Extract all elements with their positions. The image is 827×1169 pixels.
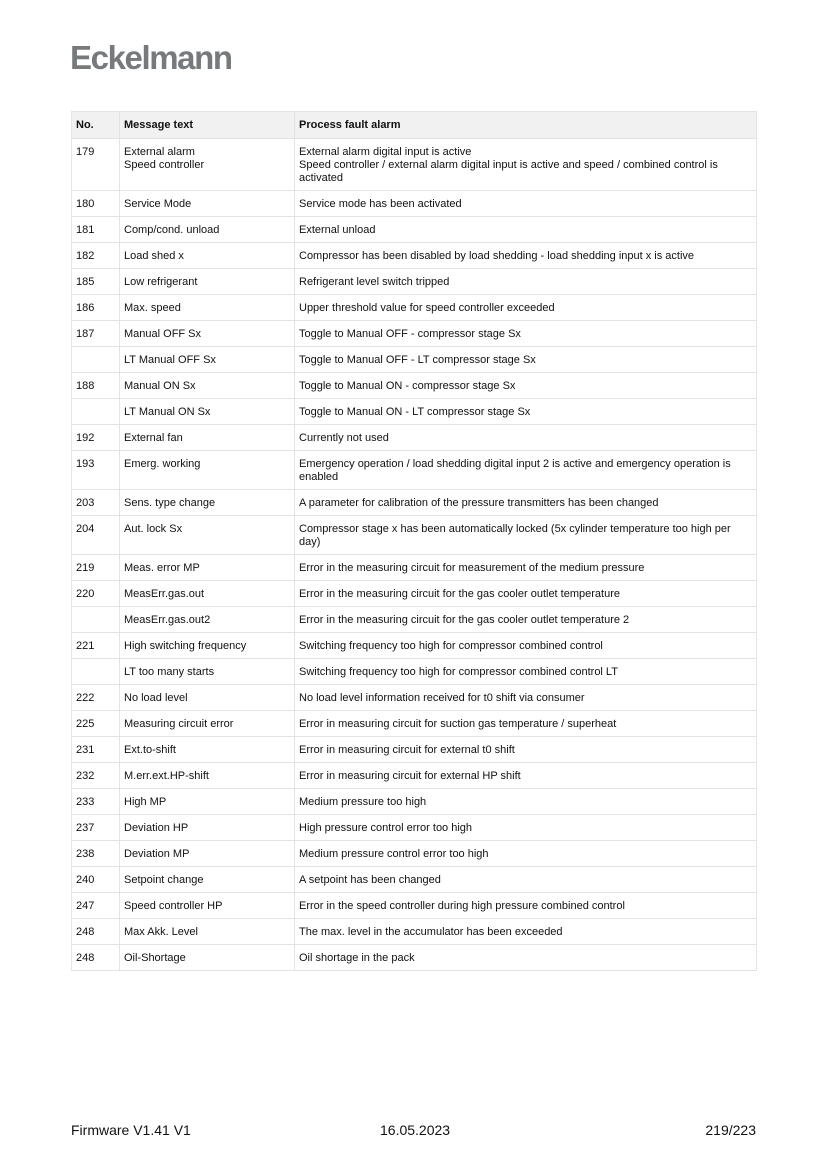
cell-message-text-line: Load shed x xyxy=(124,250,184,262)
cell-process-fault-alarm-line: Toggle to Manual OFF - compressor stage Sx xyxy=(299,328,521,340)
cell-no: 185 xyxy=(72,269,120,295)
table-row xyxy=(72,581,757,607)
table-row xyxy=(72,919,757,945)
cell-process-fault-alarm-line: Error in the measuring circuit for measurement of the medium pressure xyxy=(299,562,645,574)
cell-process-fault-alarm-line: Toggle to Manual ON - compressor stage Sx xyxy=(299,380,516,392)
cell-message-text-line: LT Manual OFF Sx xyxy=(124,354,216,366)
cell-process-fault-alarm-line: Compressor has been disabled by load shedding - load shedding input x is active xyxy=(299,250,695,262)
table-row xyxy=(72,763,757,789)
cell-process-fault-alarm-line: Emergency operation / load shedding digital input 2 is active and emergency operation is enabled xyxy=(299,458,731,483)
cell-no: 179 xyxy=(72,139,120,191)
cell-message-text-line: External alarm xyxy=(124,146,195,158)
cell-process-fault-alarm xyxy=(295,685,757,711)
cell-process-fault-alarm xyxy=(295,815,757,841)
cell-process-fault-alarm xyxy=(295,243,757,269)
cell-message-text-line: External fan xyxy=(124,432,183,444)
cell-message-text-line: LT Manual ON Sx xyxy=(124,406,211,418)
table-row xyxy=(72,425,757,451)
cell-process-fault-alarm xyxy=(295,516,757,555)
cell-message-text xyxy=(120,347,295,373)
cell-process-fault-alarm-line: Medium pressure too high xyxy=(299,796,427,808)
header-message-text: Message text xyxy=(120,112,295,139)
cell-process-fault-alarm-line: High pressure control error too high xyxy=(299,822,473,834)
cell-process-fault-alarm xyxy=(295,347,757,373)
cell-message-text xyxy=(120,516,295,555)
header-process-fault-alarm: Process fault alarm xyxy=(295,112,757,139)
cell-no: 240 xyxy=(72,867,120,893)
cell-message-text-line: Speed controller xyxy=(124,159,205,171)
cell-message-text-line: Setpoint change xyxy=(124,874,204,886)
cell-no: 192 xyxy=(72,425,120,451)
cell-process-fault-alarm xyxy=(295,945,757,971)
cell-no: 180 xyxy=(72,191,120,217)
cell-message-text xyxy=(120,191,295,217)
cell-process-fault-alarm xyxy=(295,711,757,737)
cell-process-fault-alarm-line: Service mode has been activated xyxy=(299,198,462,210)
table-row xyxy=(72,191,757,217)
cell-message-text-line: MeasErr.gas.out2 xyxy=(124,614,211,626)
cell-no: 219 xyxy=(72,555,120,581)
cell-no: 204 xyxy=(72,516,120,555)
cell-process-fault-alarm xyxy=(295,399,757,425)
cell-message-text-line: Speed controller HP xyxy=(124,900,223,912)
table-row xyxy=(72,516,757,555)
table-row xyxy=(72,347,757,373)
cell-message-text-line: Manual OFF Sx xyxy=(124,328,202,340)
cell-process-fault-alarm xyxy=(295,633,757,659)
cell-message-text xyxy=(120,269,295,295)
cell-no: 220 xyxy=(72,581,120,607)
cell-message-text xyxy=(120,581,295,607)
table-row xyxy=(72,789,757,815)
cell-process-fault-alarm-line: Oil shortage in the pack xyxy=(299,952,415,964)
cell-process-fault-alarm-line: Toggle to Manual OFF - LT compressor stage Sx xyxy=(299,354,536,366)
cell-process-fault-alarm-line: Switching frequency too high for compressor combined control LT xyxy=(299,666,618,678)
cell-process-fault-alarm xyxy=(295,841,757,867)
cell-message-text xyxy=(120,789,295,815)
cell-process-fault-alarm xyxy=(295,581,757,607)
cell-message-text xyxy=(120,711,295,737)
cell-message-text xyxy=(120,685,295,711)
table-row xyxy=(72,685,757,711)
table-row xyxy=(72,737,757,763)
cell-process-fault-alarm xyxy=(295,451,757,490)
cell-no: 182 xyxy=(72,243,120,269)
cell-message-text xyxy=(120,763,295,789)
cell-message-text xyxy=(120,555,295,581)
cell-process-fault-alarm-line: A setpoint has been changed xyxy=(299,874,441,886)
table-row xyxy=(72,607,757,633)
cell-process-fault-alarm xyxy=(295,789,757,815)
cell-process-fault-alarm-line: Refrigerant level switch tripped xyxy=(299,276,450,288)
table-row xyxy=(72,139,757,191)
cell-process-fault-alarm-line: Error in the measuring circuit for the gas cooler outlet temperature xyxy=(299,588,620,600)
cell-message-text-line: Aut. lock Sx xyxy=(124,523,183,535)
cell-message-text xyxy=(120,633,295,659)
table-row xyxy=(72,490,757,516)
cell-process-fault-alarm xyxy=(295,867,757,893)
cell-process-fault-alarm-line: A parameter for calibration of the pressure transmitters has been changed xyxy=(299,497,659,509)
cell-message-text xyxy=(120,243,295,269)
process-fault-alarm-table xyxy=(71,111,757,971)
header-no: No. xyxy=(72,112,120,139)
cell-message-text xyxy=(120,295,295,321)
cell-message-text-line: Max. speed xyxy=(124,302,181,314)
cell-no: 187 xyxy=(72,321,120,347)
table-row xyxy=(72,815,757,841)
cell-process-fault-alarm-line: No load level information received for t0 shift via consumer xyxy=(299,692,585,704)
cell-process-fault-alarm-line: Currently not used xyxy=(299,432,389,444)
cell-process-fault-alarm-line: Error in measuring circuit for external HP shift xyxy=(299,770,521,782)
cell-message-text-line: High switching frequency xyxy=(124,640,247,652)
cell-message-text xyxy=(120,490,295,516)
cell-message-text xyxy=(120,737,295,763)
cell-process-fault-alarm xyxy=(295,919,757,945)
cell-message-text-line: Low refrigerant xyxy=(124,276,198,288)
cell-message-text-line: Measuring circuit error xyxy=(124,718,234,730)
cell-no: 225 xyxy=(72,711,120,737)
table-row xyxy=(72,945,757,971)
cell-process-fault-alarm-line: Error in the speed controller during high pressure combined control xyxy=(299,900,625,912)
cell-message-text-line: Ext.to-shift xyxy=(124,744,176,756)
cell-process-fault-alarm-line: Error in measuring circuit for suction gas temperature / superheat xyxy=(299,718,617,730)
cell-no: 248 xyxy=(72,919,120,945)
cell-message-text xyxy=(120,373,295,399)
cell-message-text-line: LT too many starts xyxy=(124,666,215,678)
cell-no: 248 xyxy=(72,945,120,971)
footer-firmware: Firmware V1.41 V1 xyxy=(71,1122,191,1138)
cell-message-text xyxy=(120,451,295,490)
cell-message-text xyxy=(120,893,295,919)
cell-message-text-line: Deviation HP xyxy=(124,822,189,834)
cell-process-fault-alarm xyxy=(295,295,757,321)
cell-process-fault-alarm-line: The max. level in the accumulator has been exceeded xyxy=(299,926,563,938)
table-row xyxy=(72,451,757,490)
cell-message-text-line: Max Akk. Level xyxy=(124,926,198,938)
cell-process-fault-alarm-line: External alarm digital input is active xyxy=(299,146,472,158)
cell-no xyxy=(72,659,120,685)
table-row xyxy=(72,243,757,269)
cell-process-fault-alarm-line: Upper threshold value for speed controller exceeded xyxy=(299,302,555,314)
cell-process-fault-alarm xyxy=(295,763,757,789)
cell-message-text xyxy=(120,867,295,893)
table-row xyxy=(72,373,757,399)
table-row xyxy=(72,295,757,321)
footer-page-number: 219/223 xyxy=(705,1122,756,1138)
cell-no: 237 xyxy=(72,815,120,841)
cell-message-text xyxy=(120,217,295,243)
table-row xyxy=(72,711,757,737)
table-row xyxy=(72,269,757,295)
cell-no xyxy=(72,347,120,373)
cell-no: 231 xyxy=(72,737,120,763)
cell-message-text-line: Meas. error MP xyxy=(124,562,200,574)
cell-message-text-line: Comp/cond. unload xyxy=(124,224,220,236)
cell-no: 203 xyxy=(72,490,120,516)
cell-process-fault-alarm xyxy=(295,191,757,217)
cell-no: 233 xyxy=(72,789,120,815)
cell-process-fault-alarm xyxy=(295,217,757,243)
cell-process-fault-alarm xyxy=(295,607,757,633)
cell-no: 238 xyxy=(72,841,120,867)
cell-process-fault-alarm xyxy=(295,659,757,685)
cell-message-text-line: MeasErr.gas.out xyxy=(124,588,205,600)
cell-no: 186 xyxy=(72,295,120,321)
cell-process-fault-alarm xyxy=(295,490,757,516)
cell-message-text xyxy=(120,139,295,191)
table-row xyxy=(72,893,757,919)
cell-message-text-line: Deviation MP xyxy=(124,848,190,860)
cell-message-text xyxy=(120,841,295,867)
cell-message-text xyxy=(120,919,295,945)
table-header-row xyxy=(72,112,757,139)
table-row xyxy=(72,867,757,893)
table-row xyxy=(72,399,757,425)
cell-process-fault-alarm xyxy=(295,737,757,763)
cell-message-text-line: Emerg. working xyxy=(124,458,201,470)
cell-process-fault-alarm-line: Medium pressure control error too high xyxy=(299,848,489,860)
cell-no: 181 xyxy=(72,217,120,243)
cell-message-text xyxy=(120,321,295,347)
table-row xyxy=(72,659,757,685)
cell-message-text-line: Sens. type change xyxy=(124,497,216,509)
cell-process-fault-alarm xyxy=(295,373,757,399)
cell-no: 232 xyxy=(72,763,120,789)
cell-process-fault-alarm xyxy=(295,893,757,919)
table-row xyxy=(72,633,757,659)
cell-process-fault-alarm-line: Switching frequency too high for compressor combined control xyxy=(299,640,603,652)
table-row xyxy=(72,217,757,243)
cell-process-fault-alarm-line: External unload xyxy=(299,224,376,236)
cell-message-text xyxy=(120,659,295,685)
cell-process-fault-alarm-line: Error in measuring circuit for external t0 shift xyxy=(299,744,515,756)
cell-process-fault-alarm xyxy=(295,139,757,191)
cell-process-fault-alarm-line: Speed controller / external alarm digital input is active and speed / combined control is activated xyxy=(299,159,718,184)
cell-no: 193 xyxy=(72,451,120,490)
cell-process-fault-alarm xyxy=(295,321,757,347)
cell-no: 222 xyxy=(72,685,120,711)
cell-process-fault-alarm xyxy=(295,555,757,581)
cell-process-fault-alarm-line: Compressor stage x has been automatically locked (5x cylinder temperature too high per day) xyxy=(299,523,731,548)
table-row xyxy=(72,321,757,347)
cell-no xyxy=(72,607,120,633)
cell-message-text xyxy=(120,399,295,425)
cell-message-text-line: High MP xyxy=(124,796,167,808)
cell-no: 247 xyxy=(72,893,120,919)
footer-date: 16.05.2023 xyxy=(380,1122,451,1138)
cell-process-fault-alarm xyxy=(295,269,757,295)
cell-process-fault-alarm-line: Error in the measuring circuit for the gas cooler outlet temperature 2 xyxy=(299,614,630,626)
cell-message-text-line: Manual ON Sx xyxy=(124,380,196,392)
table-row xyxy=(72,555,757,581)
cell-message-text xyxy=(120,425,295,451)
table-row xyxy=(72,841,757,867)
cell-process-fault-alarm xyxy=(295,425,757,451)
cell-message-text xyxy=(120,607,295,633)
cell-process-fault-alarm-line: Toggle to Manual ON - LT compressor stage Sx xyxy=(299,406,531,418)
table-body xyxy=(72,139,757,971)
cell-message-text xyxy=(120,815,295,841)
cell-message-text-line: Service Mode xyxy=(124,198,192,210)
cell-message-text-line: Oil-Shortage xyxy=(124,952,186,964)
cell-message-text-line: No load level xyxy=(124,692,188,704)
cell-no: 188 xyxy=(72,373,120,399)
cell-message-text xyxy=(120,945,295,971)
cell-message-text-line: M.err.ext.HP-shift xyxy=(124,770,209,782)
cell-no xyxy=(72,399,120,425)
eckelmann-logo: Eckelmann xyxy=(70,39,232,76)
cell-no: 221 xyxy=(72,633,120,659)
